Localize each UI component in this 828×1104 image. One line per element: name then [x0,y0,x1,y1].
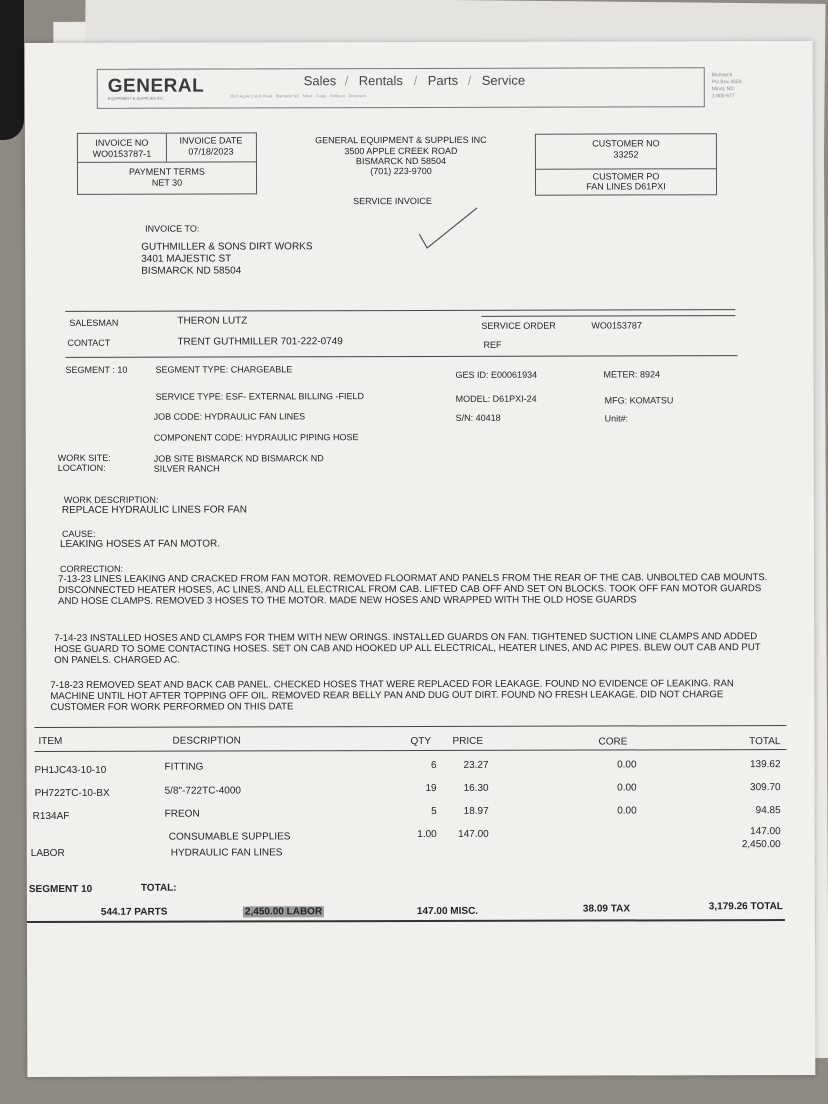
table-cell-total: 94.85 [755,805,781,817]
table-header-rule [35,749,787,752]
nav-separator: / [413,73,418,89]
nav-service: Service [481,72,526,88]
contact-label: CONTACT [67,337,111,348]
contact-line: Minot, ND [711,86,735,93]
correction-label: CORRECTION: [60,563,124,574]
parts-total: 544.17 PARTS [100,906,168,918]
segment-total-label: SEGMENT 10 [28,883,93,896]
contact-line: PO Box 4054 [711,79,742,86]
bill-to-city: BISMARCK ND 58504 [141,265,242,277]
table-cell-total: 139.62 [749,759,781,771]
service-type: SERVICE TYPE: ESF- EXTERNAL BILLING -FIELD [155,391,364,402]
ref-label: REF [483,339,502,350]
logo-subtitle: EQUIPMENT & SUPPLIES INC. [107,95,166,101]
work-description-label: WORK DESCRIPTION: [63,494,159,505]
table-cell-item: PH722TC-10-BX [34,787,110,800]
table-cell-price: 18.97 [463,805,489,817]
cause: LEAKING HOSES AT FAN MOTOR. [59,538,221,550]
table-cell-description: HYDRAULIC FAN LINES [170,847,283,859]
section-rule [481,315,735,317]
invoice-no-label: INVOICE NO [95,137,149,148]
component-code: COMPONENT CODE: HYDRAULIC PIPING HOSE [153,432,359,443]
table-cell-description: CONSUMABLE SUPPLIES [168,831,291,843]
column-header-core: CORE [598,736,628,748]
section-rule [65,309,735,312]
table-cell-description: FREON [164,808,200,820]
nav-separator: / [344,73,349,89]
correction-entry: 7-18-23 REMOVED SEAT AND BACK CAB PANEL. CHECKED HOSES THAT WERE REPLACED FOR LEAKAGE. FOUND NO EVIDENCE OF LEAKING. RAN MACHINE UNTIL HOT AFTER TOPPING OFF OIL. REMOVED REAR BELLY PAN AND DUG OUT DIRT. FOUND NO FRESH LEAKAGE. DID NOT CHARGE CUSTOMER FOR WORK PERFORMED ON THIS DATE [50,678,734,713]
bill-to-street: 3401 MAJESTIC ST [141,253,232,265]
handwritten-checkmark-icon [417,204,479,252]
table-cell-total: 309.70 [749,782,781,794]
table-cell-price: 147.00 [458,828,489,840]
contact-line: Bismarck [711,72,733,79]
invoice-no: WO0153787-1 [92,148,152,159]
worksite: JOB SITE BISMARCK ND BISMARCK ND [153,453,324,464]
customer-no: 33252 [613,149,639,160]
location: SILVER RANCH [153,463,220,474]
customer-info-box [535,133,717,195]
serial-number: S/N: 40418 [455,412,501,423]
payment-terms: NET 30 [151,177,183,188]
segment-number: SEGMENT : 10 [65,364,128,375]
table-cell-item: LABOR [30,847,65,860]
table-cell-qty: 6 [430,759,437,771]
total-label: TOTAL: [140,882,177,894]
location-label: LOCATION: [57,462,106,473]
table-cell-qty: 19 [425,782,437,794]
grand-total: 3,179.26 TOTAL [708,901,783,913]
customer-po: FAN LINES D61PXI [586,181,666,192]
manufacturer: MFG: KOMATSU [604,395,674,406]
segment-type: SEGMENT TYPE: CHARGEABLE [155,364,293,375]
section-rule [65,355,737,358]
column-header-price: PRICE [452,735,484,747]
table-cell-description: FITTING [164,761,204,773]
document-type: SERVICE INVOICE [353,195,432,207]
totals-rule [27,919,785,923]
contact-line: 1-800-677 [711,93,735,100]
invoice-date-label: INVOICE DATE [179,135,243,146]
labor-total [243,906,324,918]
labor-total-value: 2,450.00 LABOR [244,906,323,918]
company-logo: GENERAL [107,75,205,97]
column-header-qty: QTY [410,735,432,748]
model: MODEL: D61PXI-24 [455,393,537,404]
company-name: GENERAL EQUIPMENT & SUPPLIES INC [315,134,487,146]
unit-number: Unit#: [604,413,629,424]
table-cell-item: R134AF [32,810,70,823]
company-city: BISMARCK ND 58504 [355,155,446,167]
company-street: 3500 APPLE CREEK ROAD [344,145,458,157]
salesman-label: SALESMAN [69,317,119,328]
invoice-info-box [77,132,257,194]
table-cell-item: PH1JC43-10-10 [34,764,107,777]
table-cell-core: 0.00 [617,805,637,817]
tax-total: 38.09 TAX [582,903,630,915]
table-cell-total: 147.00 [750,826,781,838]
meter: METER: 8924 [603,369,661,380]
column-header-total: TOTAL [749,736,781,748]
nav-rentals: Rentals [358,73,403,89]
bill-to-label: INVOICE TO: [145,223,200,234]
invoice-date: 07/18/2023 [188,146,234,157]
company-phone: (701) 223-9700 [370,165,432,177]
ges-id: GES ID: E00061934 [455,369,538,380]
table-top-rule [34,725,786,728]
table-cell-core: 0.00 [617,782,637,794]
job-code: JOB CODE: HYDRAULIC FAN LINES [153,411,306,422]
correction-entry: 7-14-23 INSTALLED HOSES AND CLAMPS FOR THEM WITH NEW ORINGS. INSTALLED GUARDS ON FAN. TIGHTENED SUCTION LINE CLAMPS AND ADDED HOSE GUARD TO SOME CONTACTING HOSES. SET ON CAB AND HOOKED UP ALL ELECTRICAL, HEATER LINES, AND AC PIPES. BLEW OUT CAB AND PUT ON PANELS. CHARGED AC. [54,631,761,666]
desk-object [0,0,24,140]
letterhead-contact [712,72,768,100]
table-cell-qty: 1.00 [417,828,437,841]
worksite-label: WORK SITE: [57,452,111,463]
work-description: REPLACE HYDRAULIC LINES FOR FAN [61,504,247,516]
bill-to-name: GUTHMILLER & SONS DIRT WORKS [141,241,313,253]
table-cell-total: 2,450.00 [741,839,781,851]
cause-label: CAUSE: [61,528,96,539]
correction-entry: 7-13-23 LINES LEAKING AND CRACKED FROM FAN MOTOR. REMOVED FLOORMAT AND PANELS FROM THE REAR OF THE CAB. UNBOLTED CAB MOUNTS. DISCONNECTED HEATER HOSES, AC LINES, AND ALL ELECTRICAL FROM CAB. LIFTED CAB OFF AND SET ON BLOCKS. TOOK OFF FAN MOTOR GUARDS AND HOSE CLAMPS. REMOVED 3 HOSES TO THE MOTOR. MADE NEW HOSES AND WRAPPED WITH THE OLD HOSE GUARDS [58,572,768,607]
table-cell-description: 5/8"-722TC-4000 [164,785,241,797]
payment-terms-label: PAYMENT TERMS [129,166,205,177]
table-cell-qty: 5 [431,805,437,817]
nav-separator: / [467,72,472,88]
invoice-page [25,41,816,1077]
table-cell-price: 23.27 [463,759,489,771]
branch-address-strip: 3500 Apple Creek Road · Bismarck ND · Minot · Fargo · Williston · Dickinson [229,93,366,99]
service-order-label: SERVICE ORDER [481,320,556,331]
nav-parts: Parts [427,72,459,88]
table-cell-price: 16.30 [463,782,489,794]
column-header-description: DESCRIPTION [172,735,241,747]
table-cell-core: 0.00 [617,759,637,771]
letterhead [97,67,742,109]
customer-po-label: CUSTOMER PO [592,171,660,182]
misc-total: 147.00 MISC. [416,905,479,918]
nav-sales: Sales [303,73,337,89]
customer-no-label: CUSTOMER NO [592,138,660,149]
column-header-item: ITEM [38,735,63,747]
contact: TRENT GUTHMILLER 701-222-0749 [177,336,343,348]
service-order: WO0153787 [591,320,642,331]
salesman: THERON LUTZ [177,315,248,327]
